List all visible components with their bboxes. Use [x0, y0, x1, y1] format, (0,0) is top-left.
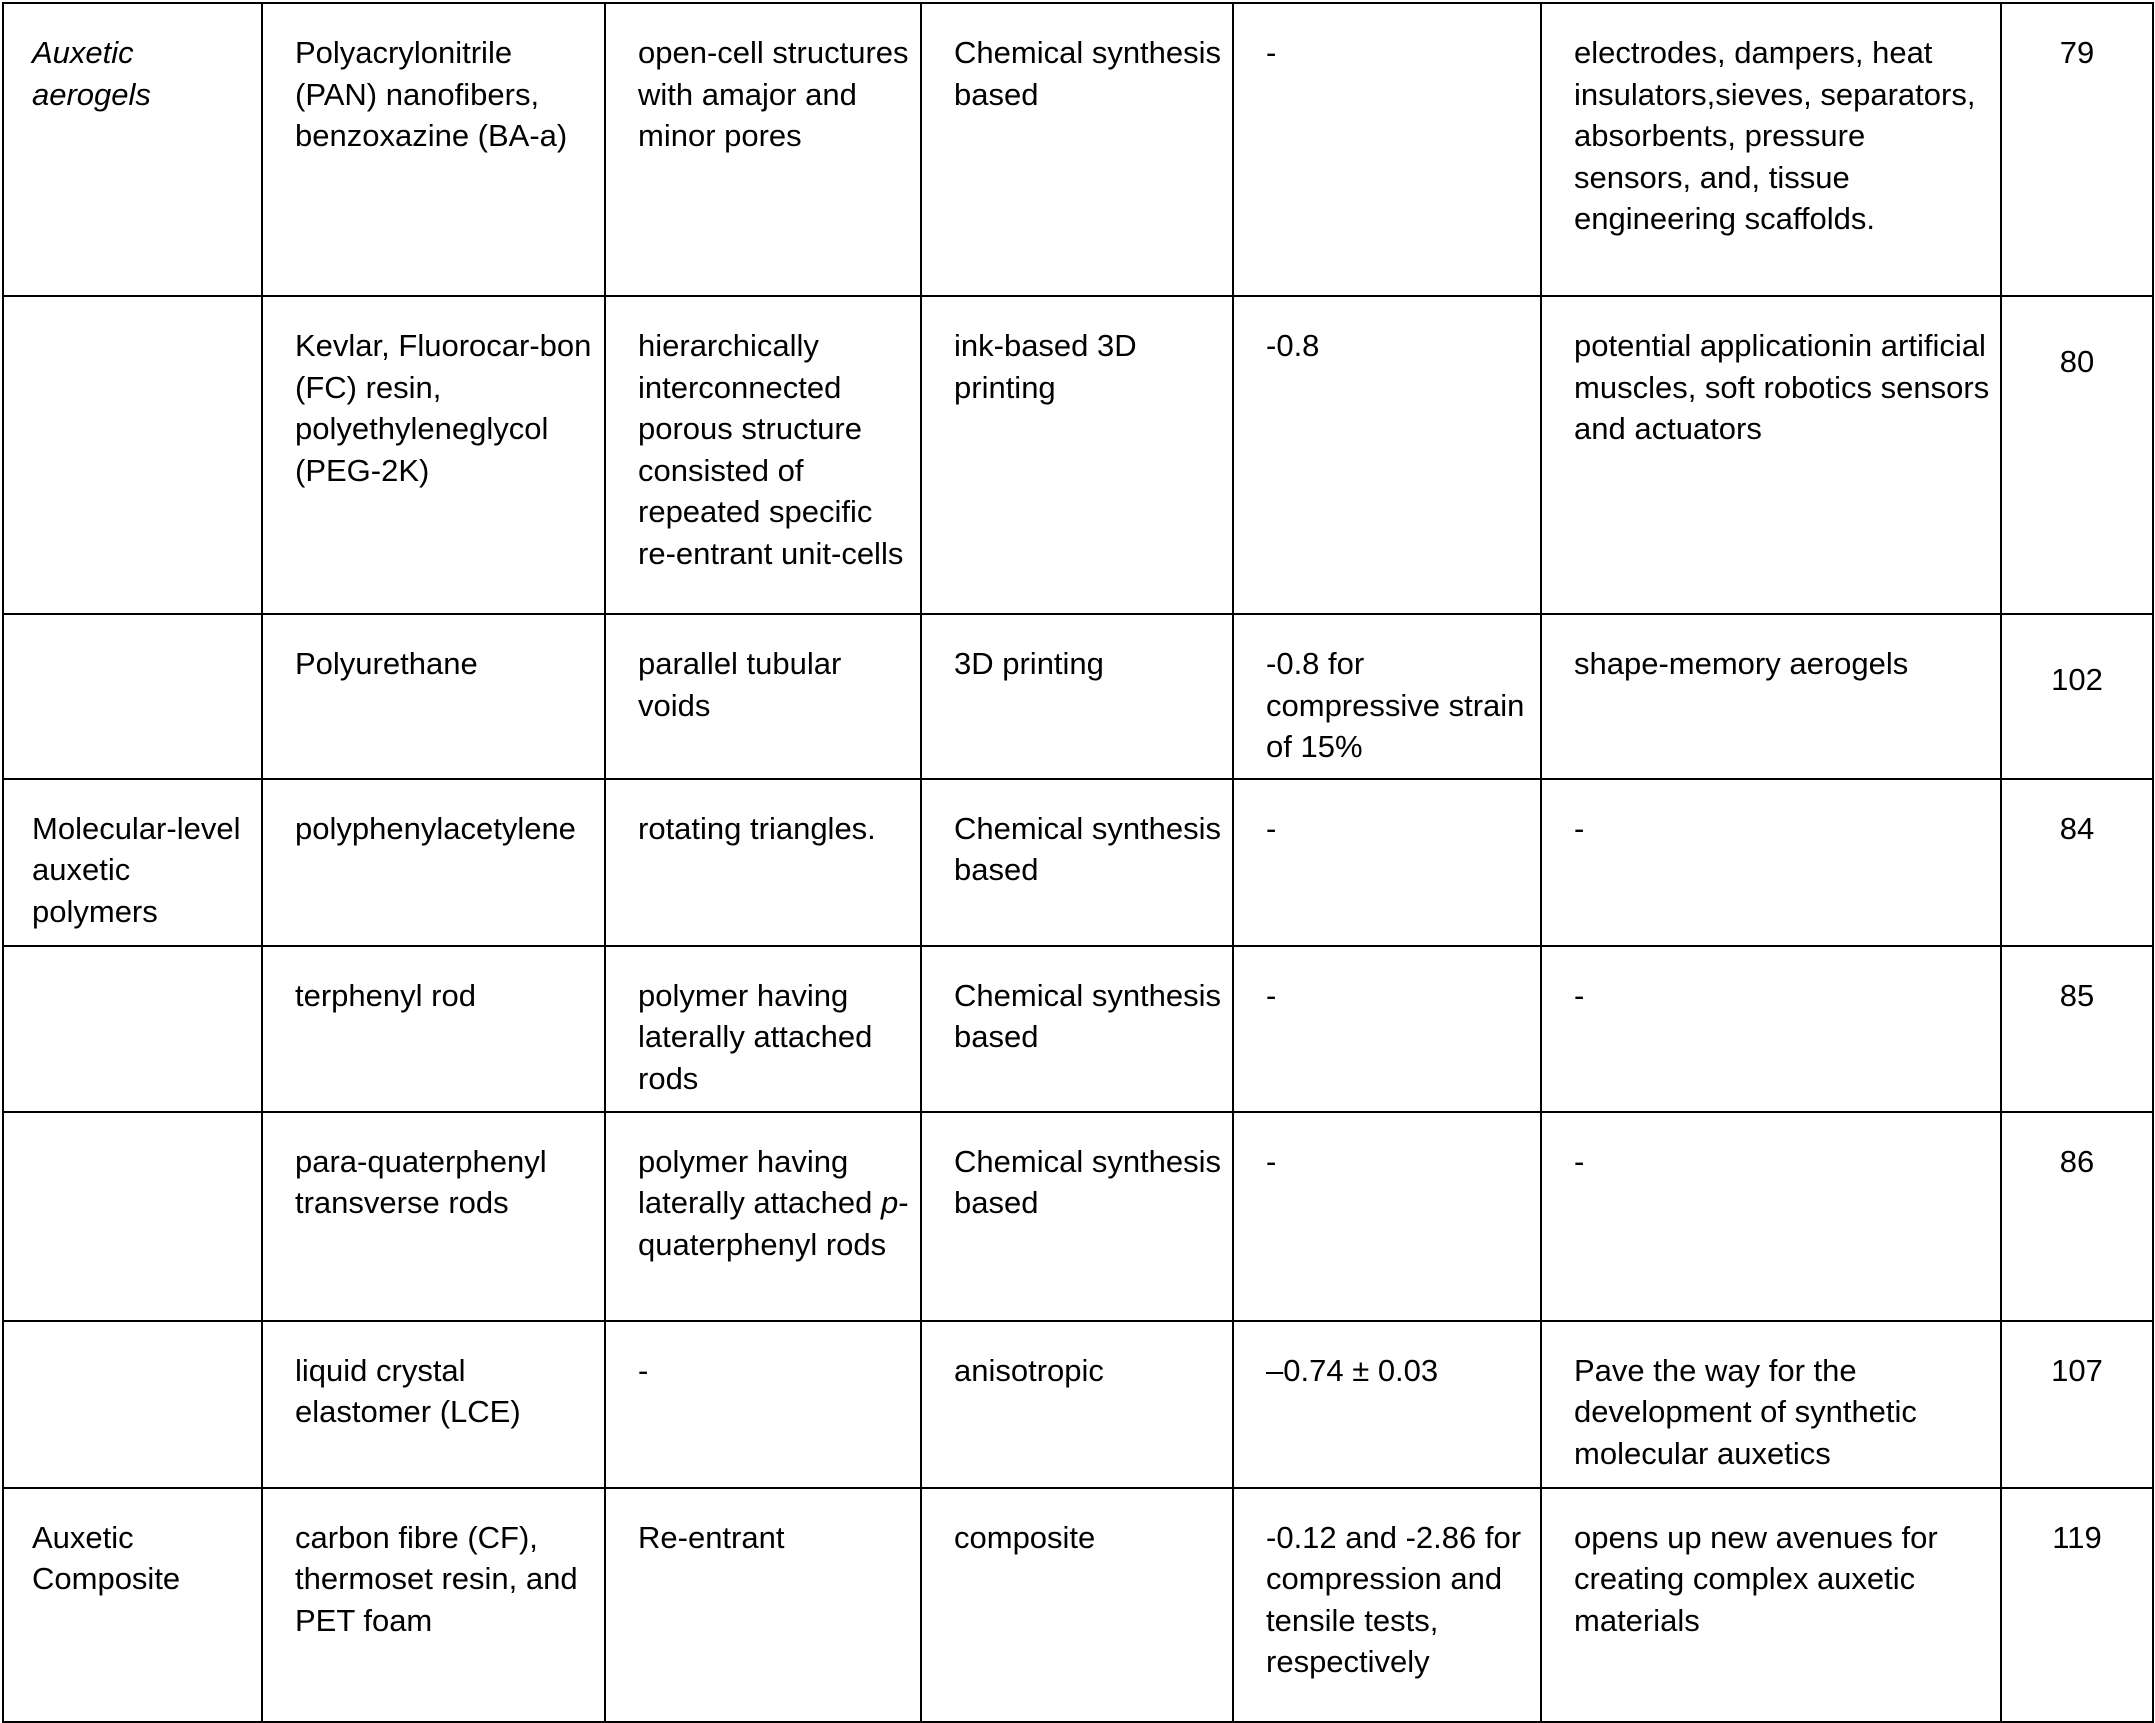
material-cell: Polyacrylonitrile (PAN) nanofibers, benzoxazine (BA-a)	[262, 3, 605, 296]
poisson-ratio-cell: -	[1233, 1112, 1541, 1321]
poisson-ratio-cell: -0.12 and -2.86 for compression and tensile tests, respectively	[1233, 1488, 1541, 1722]
poisson-ratio-cell: -	[1233, 946, 1541, 1112]
fabrication-cell: Chemical synthesis based	[921, 946, 1233, 1112]
fabrication-cell: composite	[921, 1488, 1233, 1722]
structure-text: polymer having laterally attached	[638, 1143, 881, 1220]
table-row	[3, 779, 2153, 946]
table-row	[3, 1488, 2153, 1722]
auxetic-materials-table	[2, 2, 2154, 1723]
reference-cell: 102	[2001, 614, 2153, 779]
structure-cell: open-cell structures with amajor and minor pores	[605, 3, 921, 296]
poisson-ratio-cell: -0.8 for compressive strain of 15%	[1233, 614, 1541, 779]
poisson-ratio-cell: -	[1233, 3, 1541, 296]
material-cell: para-quaterphenyl transverse rods	[262, 1112, 605, 1321]
reference-cell: 79	[2001, 3, 2153, 296]
table-row	[3, 3, 2153, 296]
structure-cell: parallel tubular voids	[605, 614, 921, 779]
structure-cell	[605, 1112, 921, 1321]
fabrication-cell: Chemical synthesis based	[921, 1112, 1233, 1321]
reference-cell: 85	[2001, 946, 2153, 1112]
reference-cell: 86	[2001, 1112, 2153, 1321]
applications-cell: electrodes, dampers, heat insulators,sieves, separators, absorbents, pressure sensors, and, tissue engineering scaffolds.	[1541, 3, 2001, 296]
poisson-ratio-cell: –0.74 ± 0.03	[1233, 1321, 1541, 1488]
fabrication-cell: ink-based 3D printing	[921, 296, 1233, 614]
applications-cell: opens up new avenues for creating complex auxetic materials	[1541, 1488, 2001, 1722]
category-cell: Auxetic aerogels	[3, 3, 262, 296]
reference-cell: 107	[2001, 1321, 2153, 1488]
table-row	[3, 946, 2153, 1112]
table-row	[3, 296, 2153, 614]
category-cell	[3, 296, 262, 614]
category-cell	[3, 614, 262, 779]
material-cell: liquid crystal elastomer (LCE)	[262, 1321, 605, 1488]
table-row	[3, 614, 2153, 779]
category-cell	[3, 1321, 262, 1488]
reference-cell: 84	[2001, 779, 2153, 946]
structure-cell: rotating triangles.	[605, 779, 921, 946]
category-cell	[3, 1112, 262, 1321]
material-cell: Polyurethane	[262, 614, 605, 779]
structure-cell: -	[605, 1321, 921, 1488]
fabrication-cell: Chemical synthesis based	[921, 3, 1233, 296]
material-cell: polyphenylacetylene	[262, 779, 605, 946]
category-cell	[3, 946, 262, 1112]
poisson-ratio-cell: -0.8	[1233, 296, 1541, 614]
fabrication-cell: anisotropic	[921, 1321, 1233, 1488]
structure-text: -quaterphenyl rods	[638, 1185, 909, 1262]
applications-cell: shape-memory aerogels	[1541, 614, 2001, 779]
applications-cell: Pave the way for the development of synthetic molecular auxetics	[1541, 1321, 2001, 1488]
material-cell: carbon fibre (CF), thermoset resin, and PET foam	[262, 1488, 605, 1722]
structure-cell: polymer having laterally attached rods	[605, 946, 921, 1112]
applications-cell: -	[1541, 946, 2001, 1112]
table-row	[3, 1112, 2153, 1321]
category-cell: Auxetic Composite	[3, 1488, 262, 1722]
table-row	[3, 1321, 2153, 1488]
applications-cell: -	[1541, 779, 2001, 946]
fabrication-cell: Chemical synthesis based	[921, 779, 1233, 946]
poisson-ratio-cell: -	[1233, 779, 1541, 946]
fabrication-cell: 3D printing	[921, 614, 1233, 779]
structure-cell: hierarchically interconnected porous structure consisted of repeated specific re-entrant unit-cells	[605, 296, 921, 614]
applications-cell: potential applicationin artificial muscles, soft robotics sensors and actuators	[1541, 296, 2001, 614]
applications-cell: -	[1541, 1112, 2001, 1321]
category-cell: Molecular-level auxetic polymers	[3, 779, 262, 946]
structure-cell: Re-entrant	[605, 1488, 921, 1722]
material-cell: terphenyl rod	[262, 946, 605, 1112]
reference-cell: 80	[2001, 296, 2153, 614]
reference-cell: 119	[2001, 1488, 2153, 1722]
structure-italic-text: p	[880, 1185, 899, 1220]
material-cell: Kevlar, Fluorocar-bon (FC) resin, polyethyleneglycol (PEG-2K)	[262, 296, 605, 614]
